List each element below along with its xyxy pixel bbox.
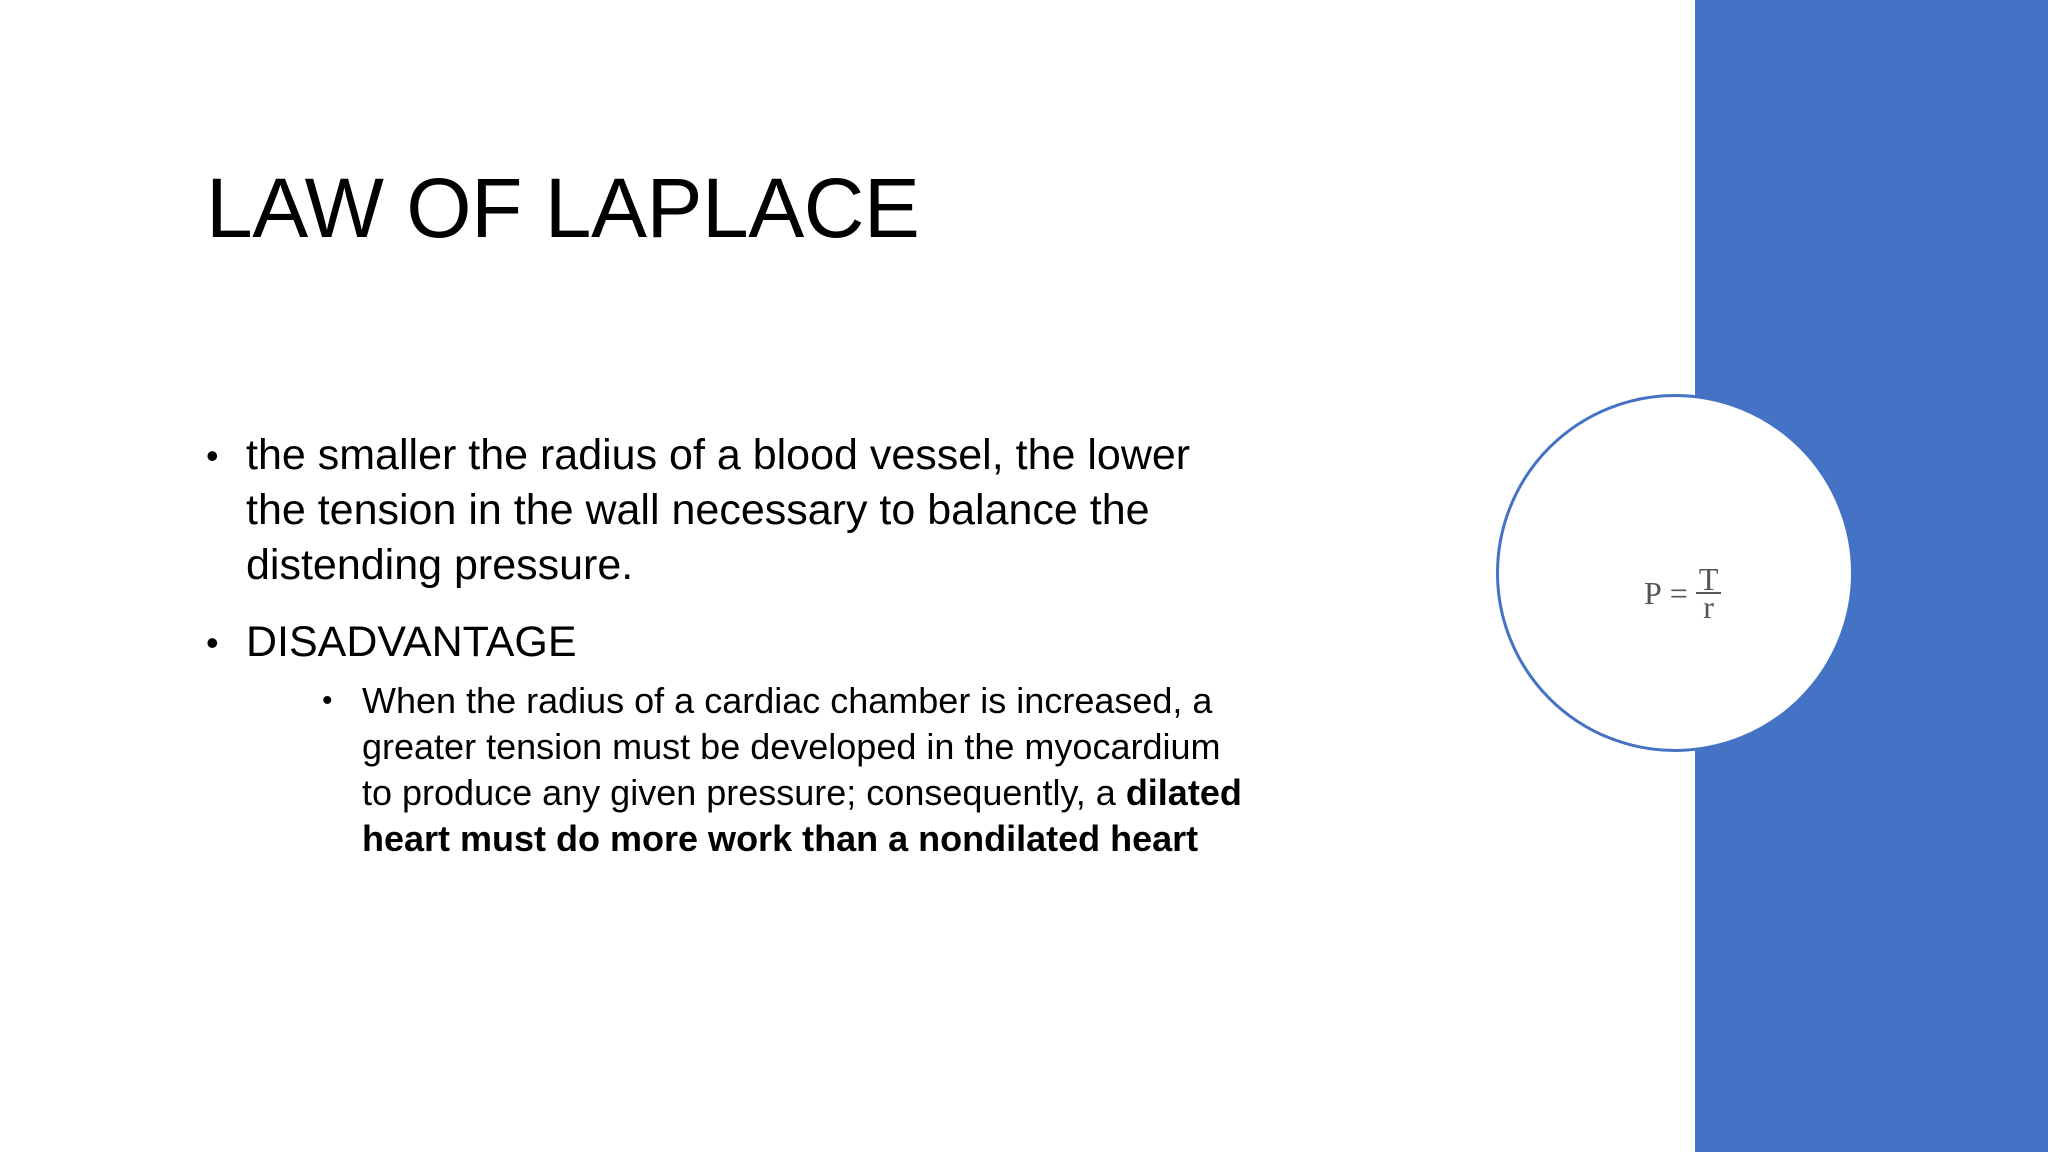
bullet-list [206, 428, 1256, 862]
sub-bullet-list [246, 678, 1256, 862]
sub-bullet-item [322, 678, 1256, 862]
slide-content [206, 428, 1256, 884]
formula-equals: = [1669, 574, 1688, 611]
slide-title: LAW OF LAPLACE [206, 161, 920, 255]
bullet-icon: • [206, 435, 219, 476]
laplace-formula [1644, 561, 1721, 625]
bullet-item-radius [206, 428, 1256, 593]
sub-bullet-icon: • [322, 684, 333, 717]
formula-fraction [1696, 561, 1722, 625]
sub-bullet-emphasis: dilated heart must do more work than a nondilated heart [362, 772, 1242, 859]
formula-lhs: P [1644, 574, 1662, 611]
bullet-text: the smaller the radius of a blood vessel, the lower the tension in the wall necessary to balance the distending pressure. [246, 431, 1191, 589]
bullet-text: DISADVANTAGE [246, 618, 577, 666]
bullet-icon: • [206, 622, 219, 663]
formula-denominator: r [1703, 589, 1714, 625]
sub-bullet-text: When the radius of a cardiac chamber is increased, a greater tension must be developed in the myocardium to produce any given pressure; consequently, a [362, 680, 1221, 813]
formula-numerator: T [1696, 566, 1722, 594]
bullet-item-disadvantage [206, 615, 1256, 862]
